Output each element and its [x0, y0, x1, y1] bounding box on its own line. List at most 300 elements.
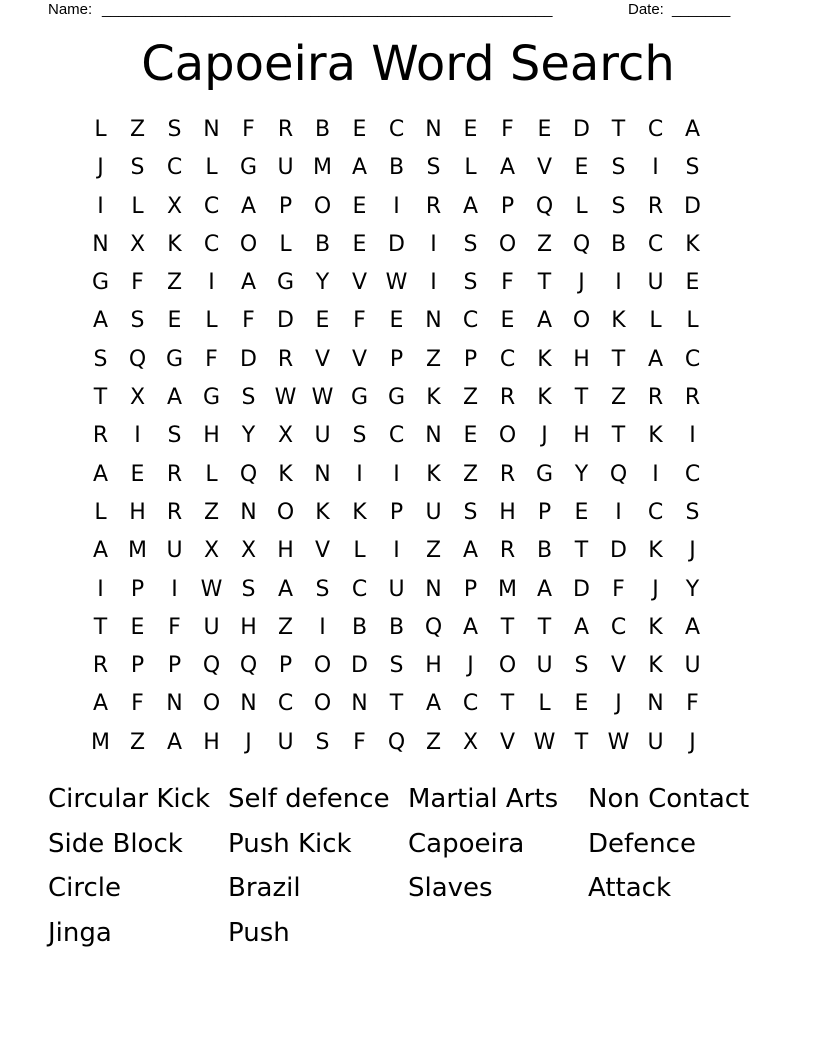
grid-cell[interactable]: A [92, 538, 109, 564]
grid-cell[interactable]: T [574, 729, 589, 755]
grid-cell[interactable]: D [240, 346, 257, 372]
grid-cell[interactable]: C [277, 691, 294, 717]
grid-cell[interactable]: H [499, 499, 516, 525]
grid-cell[interactable]: C [647, 231, 664, 257]
grid-cell[interactable]: C [499, 346, 516, 372]
grid-cell[interactable]: S [611, 155, 626, 181]
grid-cell[interactable]: H [573, 346, 590, 372]
grid-cell[interactable]: E [685, 270, 700, 296]
grid-cell[interactable]: E [130, 461, 145, 487]
grid-cell[interactable]: R [647, 385, 664, 411]
grid-cell[interactable]: A [499, 155, 516, 181]
grid-cell[interactable]: L [94, 499, 107, 525]
grid-cell[interactable]: N [647, 691, 664, 717]
grid-cell[interactable]: V [610, 653, 627, 679]
grid-cell[interactable]: L [538, 691, 551, 717]
grid-cell[interactable]: Q [239, 653, 258, 679]
grid-cell[interactable]: L [279, 231, 292, 257]
grid-cell[interactable]: H [203, 423, 220, 449]
grid-cell[interactable]: P [500, 193, 515, 219]
grid-cell[interactable]: X [166, 193, 183, 219]
grid-cell[interactable]: T [93, 385, 108, 411]
grid-cell[interactable]: B [610, 231, 627, 257]
grid-cell[interactable]: L [205, 155, 218, 181]
grid-cell[interactable]: Y [574, 461, 589, 487]
grid-cell[interactable]: Q [202, 653, 221, 679]
grid-cell[interactable]: P [389, 346, 404, 372]
grid-cell[interactable]: I [134, 423, 141, 449]
grid-cell[interactable]: E [352, 193, 367, 219]
grid-cell[interactable]: U [203, 614, 220, 640]
grid-cell[interactable]: G [91, 270, 110, 296]
grid-cell[interactable]: K [426, 461, 441, 487]
grid-cell[interactable]: W [385, 270, 408, 296]
grid-cell[interactable]: A [462, 193, 479, 219]
grid-cell[interactable]: O [313, 193, 332, 219]
grid-cell[interactable]: N [425, 117, 442, 142]
grid-cell[interactable]: J [541, 423, 548, 449]
grid-cell[interactable]: E [389, 308, 404, 334]
grid-cell[interactable]: C [684, 461, 701, 487]
grid-cell[interactable]: Q [535, 193, 554, 219]
grid-cell[interactable]: D [277, 308, 294, 334]
grid-cell[interactable]: U [388, 576, 405, 602]
date-blank[interactable]: _______ [672, 1, 731, 18]
grid-cell[interactable]: A [462, 538, 479, 564]
grid-cell[interactable]: I [97, 193, 104, 219]
grid-cell[interactable]: N [166, 691, 183, 717]
grid-cell[interactable]: R [499, 538, 516, 564]
grid-cell[interactable]: F [612, 576, 625, 602]
grid-cell[interactable]: C [684, 346, 701, 372]
grid-cell[interactable]: G [535, 461, 554, 487]
grid-cell[interactable]: V [351, 270, 368, 296]
grid-cell[interactable]: Z [129, 729, 146, 755]
grid-cell[interactable]: Z [129, 117, 146, 142]
grid-cell[interactable]: C [462, 308, 479, 334]
grid-cell[interactable]: Q [572, 231, 591, 257]
grid-cell[interactable]: Z [425, 538, 442, 564]
grid-cell[interactable]: D [684, 193, 701, 219]
grid-cell[interactable]: C [462, 691, 479, 717]
grid-cell[interactable]: A [92, 461, 109, 487]
grid-cell[interactable]: D [388, 231, 405, 257]
grid-cell[interactable]: Q [609, 461, 628, 487]
grid-cell[interactable]: E [574, 499, 589, 525]
grid-cell[interactable]: S [574, 653, 589, 679]
grid-cell[interactable]: S [241, 576, 256, 602]
grid-cell[interactable]: N [314, 461, 331, 487]
grid-cell[interactable]: I [356, 461, 363, 487]
grid-cell[interactable]: F [353, 729, 366, 755]
grid-cell[interactable]: H [573, 423, 590, 449]
grid-cell[interactable]: N [425, 308, 442, 334]
grid-cell[interactable]: C [166, 155, 183, 181]
grid-cell[interactable]: G [276, 270, 295, 296]
grid-cell[interactable]: P [463, 346, 478, 372]
grid-cell[interactable]: C [203, 231, 220, 257]
grid-cell[interactable]: P [537, 499, 552, 525]
grid-cell[interactable]: B [314, 231, 331, 257]
grid-cell[interactable]: R [166, 461, 183, 487]
grid-cell[interactable]: X [240, 538, 257, 564]
grid-cell[interactable]: I [319, 614, 326, 640]
grid-cell[interactable]: F [205, 346, 218, 372]
grid-cell[interactable]: F [131, 691, 144, 717]
grid-cell[interactable]: O [239, 231, 258, 257]
grid-cell[interactable]: K [685, 231, 700, 257]
grid-cell[interactable]: K [352, 499, 367, 525]
grid-cell[interactable]: C [351, 576, 368, 602]
grid-cell[interactable]: O [313, 653, 332, 679]
grid-cell[interactable]: S [463, 270, 478, 296]
grid-cell[interactable]: S [167, 117, 182, 142]
letter-grid [82, 111, 748, 762]
grid-cell[interactable]: V [314, 346, 331, 372]
grid-cell[interactable]: J [689, 729, 696, 755]
grid-cell[interactable]: M [91, 729, 110, 755]
grid-cell[interactable]: G [350, 385, 369, 411]
grid-cell[interactable]: A [684, 117, 701, 142]
grid-cell[interactable]: S [389, 653, 404, 679]
grid-cell[interactable]: Y [315, 270, 330, 296]
grid-cell[interactable]: K [426, 385, 441, 411]
grid-cell[interactable]: A [92, 691, 109, 717]
grid-cell[interactable]: Z [203, 499, 220, 525]
grid-cell[interactable]: S [426, 155, 441, 181]
grid-cell[interactable]: O [313, 691, 332, 717]
grid-cell[interactable]: Z [425, 729, 442, 755]
grid-cell[interactable]: E [463, 423, 478, 449]
grid-row [82, 341, 748, 379]
grid-cell[interactable]: X [129, 231, 146, 257]
grid-cell[interactable]: A [166, 385, 183, 411]
grid-cell[interactable]: E [500, 308, 515, 334]
word-row [48, 911, 768, 956]
grid-cell[interactable]: W [311, 385, 334, 411]
grid-cell[interactable]: I [652, 461, 659, 487]
grid-cell[interactable]: W [200, 576, 223, 602]
grid-cell[interactable]: W [533, 729, 556, 755]
grid-cell[interactable]: U [536, 653, 553, 679]
grid-cell[interactable]: I [689, 423, 696, 449]
grid-cell[interactable]: S [130, 308, 145, 334]
grid-cell[interactable]: F [353, 308, 366, 334]
grid-cell[interactable]: I [652, 155, 659, 181]
grid-cell[interactable]: T [93, 614, 108, 640]
grid-cell[interactable]: E [352, 117, 367, 142]
grid-cell[interactable]: G [239, 155, 258, 181]
grid-cell[interactable]: J [97, 155, 104, 181]
grid-cell[interactable]: R [499, 385, 516, 411]
grid-cell[interactable]: Q [128, 346, 147, 372]
grid-cell[interactable]: L [575, 193, 588, 219]
grid-cell[interactable]: P [130, 653, 145, 679]
grid-cell[interactable]: U [314, 423, 331, 449]
grid-cell[interactable]: M [128, 538, 147, 564]
grid-cell[interactable]: Y [685, 576, 700, 602]
name-blank[interactable]: ______________________________________________________ [102, 1, 553, 18]
grid-cell[interactable]: O [498, 653, 517, 679]
grid-cell[interactable]: N [425, 576, 442, 602]
grid-cell[interactable]: Q [239, 461, 258, 487]
grid-cell[interactable]: D [610, 538, 627, 564]
grid-cell[interactable]: V [351, 346, 368, 372]
grid-cell[interactable]: P [278, 653, 293, 679]
grid-cell[interactable]: J [615, 691, 622, 717]
grid-cell[interactable]: T [389, 691, 404, 717]
grid-cell[interactable]: A [425, 691, 442, 717]
grid-cell[interactable]: D [351, 653, 368, 679]
grid-cell[interactable]: E [352, 231, 367, 257]
grid-cell[interactable]: F [242, 308, 255, 334]
grid-cell[interactable]: T [611, 346, 626, 372]
grid-cell[interactable]: T [537, 614, 552, 640]
grid-cell[interactable]: Z [536, 231, 553, 257]
grid-cell[interactable]: K [315, 499, 330, 525]
grid-cell[interactable]: L [131, 193, 144, 219]
grid-cell[interactable]: A [92, 308, 109, 334]
grid-cell[interactable]: E [315, 308, 330, 334]
grid-cell[interactable]: I [171, 576, 178, 602]
grid-cell[interactable]: Z [277, 614, 294, 640]
grid-cell[interactable]: A [462, 614, 479, 640]
grid-cell[interactable]: K [537, 346, 552, 372]
grid-cell[interactable]: F [501, 270, 514, 296]
grid-cell[interactable]: N [351, 691, 368, 717]
grid-cell[interactable]: D [573, 117, 590, 142]
grid-cell[interactable]: S [611, 193, 626, 219]
grid-cell[interactable]: A [573, 614, 590, 640]
grid-cell[interactable]: F [168, 614, 181, 640]
grid-cell[interactable]: E [574, 691, 589, 717]
grid-cell[interactable]: O [276, 499, 295, 525]
grid-cell[interactable]: S [130, 155, 145, 181]
grid-cell[interactable]: A [277, 576, 294, 602]
grid-cell[interactable]: Z [610, 385, 627, 411]
grid-cell[interactable]: L [686, 308, 699, 334]
grid-cell[interactable]: C [388, 423, 405, 449]
grid-cell[interactable]: X [203, 538, 220, 564]
grid-cell[interactable]: T [574, 538, 589, 564]
grid-cell[interactable]: F [131, 270, 144, 296]
grid-cell[interactable]: T [611, 117, 626, 142]
grid-cell[interactable]: S [463, 231, 478, 257]
grid-cell[interactable]: J [652, 576, 659, 602]
grid-cell[interactable]: N [425, 423, 442, 449]
grid-cell[interactable]: W [607, 729, 630, 755]
grid-cell[interactable]: L [205, 308, 218, 334]
grid-cell[interactable]: E [167, 308, 182, 334]
grid-cell[interactable]: R [92, 653, 109, 679]
grid-cell[interactable]: S [167, 423, 182, 449]
grid-cell[interactable]: K [278, 461, 293, 487]
grid-cell[interactable]: D [573, 576, 590, 602]
grid-cell[interactable]: I [208, 270, 215, 296]
grid-cell[interactable]: M [313, 155, 332, 181]
grid-cell[interactable]: M [498, 576, 517, 602]
grid-cell[interactable]: X [129, 385, 146, 411]
grid-cell[interactable]: A [536, 576, 553, 602]
grid-cell[interactable]: A [684, 614, 701, 640]
grid-cell[interactable]: P [130, 576, 145, 602]
grid-cell[interactable]: I [393, 193, 400, 219]
grid-cell[interactable]: R [277, 117, 294, 142]
grid-cell[interactable]: B [314, 117, 331, 142]
grid-cell[interactable]: Z [462, 385, 479, 411]
grid-cell[interactable]: L [94, 117, 107, 142]
grid-cell[interactable]: K [537, 385, 552, 411]
grid-cell[interactable]: R [684, 385, 701, 411]
grid-cell[interactable]: P [389, 499, 404, 525]
grid-cell[interactable]: N [240, 499, 257, 525]
grid-cell[interactable]: W [274, 385, 297, 411]
grid-cell[interactable]: A [536, 308, 553, 334]
grid-cell[interactable]: J [467, 653, 474, 679]
grid-cell[interactable]: G [387, 385, 406, 411]
grid-cell[interactable]: N [240, 691, 257, 717]
grid-cell[interactable]: A [351, 155, 368, 181]
grid-cell[interactable]: L [205, 461, 218, 487]
grid-cell[interactable]: O [498, 231, 517, 257]
grid-cell[interactable]: F [242, 117, 255, 142]
grid-cell[interactable]: I [615, 499, 622, 525]
grid-cell[interactable]: J [245, 729, 252, 755]
grid-cell[interactable]: E [574, 155, 589, 181]
grid-cell[interactable]: V [536, 155, 553, 181]
grid-cell[interactable]: K [167, 231, 182, 257]
page-title: Capoeira Word Search [141, 36, 675, 92]
grid-cell[interactable]: P [463, 576, 478, 602]
grid-cell[interactable]: R [277, 346, 294, 372]
grid-cell[interactable]: K [648, 423, 663, 449]
grid-cell[interactable]: U [277, 155, 294, 181]
grid-cell[interactable]: E [463, 117, 478, 142]
grid-cell[interactable]: H [425, 653, 442, 679]
grid-cell[interactable]: S [315, 576, 330, 602]
grid-cell[interactable]: F [501, 117, 514, 142]
grid-cell[interactable]: U [166, 538, 183, 564]
grid-cell[interactable]: K [648, 653, 663, 679]
grid-cell[interactable]: S [315, 729, 330, 755]
grid-cell[interactable]: T [500, 614, 515, 640]
grid-cell[interactable]: U [277, 729, 294, 755]
grid-cell[interactable]: Z [462, 461, 479, 487]
grid-cell[interactable]: K [611, 308, 626, 334]
grid-cell[interactable]: N [92, 231, 109, 257]
grid-cell[interactable]: V [314, 538, 331, 564]
grid-cell[interactable]: K [648, 538, 663, 564]
grid-cell[interactable]: H [277, 538, 294, 564]
grid-cell[interactable]: S [463, 499, 478, 525]
grid-cell[interactable]: X [277, 423, 294, 449]
grid-cell[interactable]: E [537, 117, 552, 142]
grid-cell[interactable]: U [684, 653, 701, 679]
grid-cell[interactable]: J [578, 270, 585, 296]
grid-cell[interactable]: R [499, 461, 516, 487]
grid-cell[interactable]: T [611, 423, 626, 449]
grid-cell[interactable]: Q [424, 614, 443, 640]
grid-cell[interactable]: T [500, 691, 515, 717]
grid-cell[interactable]: R [166, 499, 183, 525]
grid-cell[interactable]: J [689, 538, 696, 564]
grid-cell[interactable]: L [649, 308, 662, 334]
grid-cell[interactable]: L [464, 155, 477, 181]
grid-cell[interactable]: N [203, 117, 220, 142]
grid-cell[interactable]: I [393, 461, 400, 487]
grid-row [82, 111, 748, 149]
grid-cell[interactable]: B [388, 155, 405, 181]
grid-cell[interactable]: B [536, 538, 553, 564]
grid-cell[interactable]: C [203, 193, 220, 219]
grid-cell[interactable]: C [647, 117, 664, 142]
grid-cell[interactable]: S [352, 423, 367, 449]
grid-cell[interactable]: R [92, 423, 109, 449]
grid-cell[interactable]: Z [166, 270, 183, 296]
grid-row [82, 456, 748, 494]
grid-cell[interactable]: X [462, 729, 479, 755]
grid-cell[interactable]: Y [241, 423, 256, 449]
grid-cell[interactable]: R [425, 193, 442, 219]
grid-cell[interactable]: T [574, 385, 589, 411]
grid-cell[interactable]: O [202, 691, 221, 717]
grid-cell[interactable]: I [430, 270, 437, 296]
grid-cell[interactable]: G [202, 385, 221, 411]
grid-cell[interactable]: E [130, 614, 145, 640]
grid-cell[interactable]: G [165, 346, 184, 372]
grid-cell[interactable]: H [203, 729, 220, 755]
grid-cell[interactable]: S [685, 155, 700, 181]
word-list [48, 777, 768, 955]
grid-cell[interactable]: A [647, 346, 664, 372]
grid-cell[interactable]: A [240, 193, 257, 219]
grid-cell[interactable]: S [241, 385, 256, 411]
grid-cell[interactable]: H [240, 614, 257, 640]
grid-cell[interactable]: I [615, 270, 622, 296]
grid-cell[interactable]: C [647, 499, 664, 525]
grid-cell[interactable]: I [430, 231, 437, 257]
grid-cell[interactable]: O [498, 423, 517, 449]
grid-cell[interactable]: P [167, 653, 182, 679]
grid-cell[interactable]: V [499, 729, 516, 755]
grid-cell[interactable]: I [97, 576, 104, 602]
grid-cell[interactable]: A [240, 270, 257, 296]
grid-cell[interactable]: S [93, 346, 108, 372]
grid-cell[interactable]: Z [425, 346, 442, 372]
grid-cell[interactable]: P [278, 193, 293, 219]
grid-cell[interactable]: Q [387, 729, 406, 755]
grid-cell[interactable]: B [388, 614, 405, 640]
grid-cell[interactable]: U [647, 729, 664, 755]
grid-cell[interactable]: U [425, 499, 442, 525]
grid-cell[interactable]: C [388, 117, 405, 142]
date-label: Date: [628, 1, 664, 18]
grid-cell[interactable]: K [648, 614, 663, 640]
grid-cell[interactable]: I [393, 538, 400, 564]
grid-cell[interactable]: F [686, 691, 699, 717]
word-list-item: Push [228, 917, 290, 948]
grid-cell[interactable]: A [166, 729, 183, 755]
grid-cell[interactable]: L [353, 538, 366, 564]
grid-cell[interactable]: T [537, 270, 552, 296]
grid-cell[interactable]: S [685, 499, 700, 525]
grid-cell[interactable]: H [129, 499, 146, 525]
grid-cell[interactable]: O [572, 308, 591, 334]
grid-cell[interactable]: R [647, 193, 664, 219]
grid-cell[interactable]: C [610, 614, 627, 640]
grid-cell[interactable]: B [351, 614, 368, 640]
grid-cell[interactable]: U [647, 270, 664, 296]
